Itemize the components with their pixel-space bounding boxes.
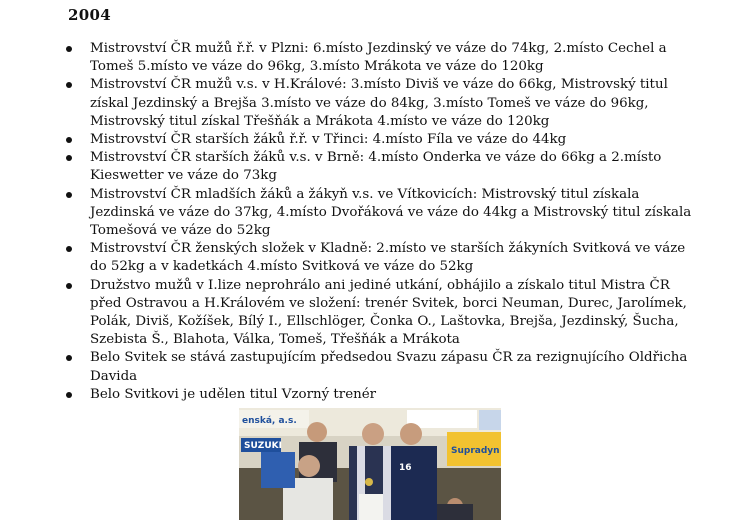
list-item: Družstvo mužů v I.lize neprohrálo ani jediné utkání, obhájilo a získalo titul Mistra ČR před Ostravou a H.Královém ve složení: trenér Svitek, borci Neuman, Durec, Jarolímek, Polák, Diviš, Kožíšek, Bílý I., Ellschlöger, Čonka O., Laštovka, Brejša, Jezdinský, Šucha, Szebista Š., Blahota, Válka, Tomeš, Třešňák a Mrákota bbox=[0, 277, 700, 350]
list-item: Mistrovství ČR mužů ř.ř. v Plzni: 6.místo Jezdinský ve váze do 74kg, 2.místo Cechel a Tomeš 5.místo ve váze do 96kg, 3.místo Mrákota ve váze do 120kg bbox=[0, 40, 700, 76]
list-item: Belo Svitek se stává zastupujícím předsedou Svazu zápasu ČR za rezignujícího Oldřicha Davida bbox=[0, 349, 700, 385]
events-list bbox=[0, 40, 700, 404]
list-item: Belo Svitkovi je udělen titul Vzorný trenér bbox=[0, 386, 700, 404]
section-year-heading: 2004 bbox=[68, 6, 111, 24]
list-item: Mistrovství ČR mužů v.s. v H.Králové: 3.místo Diviš ve váze do 66kg, Mistrovský titul získal Jezdinský a Brejša 3.místo ve váze do 84kg, 3.místo Tomeš ve váze do 96kg, Mistrovský titul získal Třešňák a Mrákota 4.místo ve váze do 120kg bbox=[0, 76, 700, 131]
list-item: Mistrovství ČR ženských složek v Kladně: 2.místo ve starších žákyních Svitková ve váze do 52kg a v kadetkách 4.místo Svitková ve váze do 52kg bbox=[0, 240, 700, 276]
team-photo bbox=[239, 408, 501, 520]
list-item: Mistrovství ČR starších žáků v.s. v Brně: 4.místo Onderka ve váze do 66kg a 2.místo Kieswetter ve váze do 73kg bbox=[0, 149, 700, 185]
list-item: Mistrovství ČR mladších žáků a žákyň v.s. ve Vítkovicích: Mistrovský titul získala Jezdinská ve váze do 37kg, 4.místo Dvořáková ve váze do 44kg a Mistrovský titul získala Tomešová ve váze do 52kg bbox=[0, 186, 700, 241]
photo-sign-left: SUZUKI bbox=[244, 441, 282, 451]
photo-banner-left: enská, a.s. bbox=[242, 416, 297, 426]
list-item: Mistrovství ČR starších žáků ř.ř. v Třinci: 4.místo Fíla ve váze do 44kg bbox=[0, 131, 700, 149]
photo-jersey-number: 16 bbox=[399, 463, 412, 473]
photo-banner-right: Supradyn bbox=[451, 446, 500, 456]
